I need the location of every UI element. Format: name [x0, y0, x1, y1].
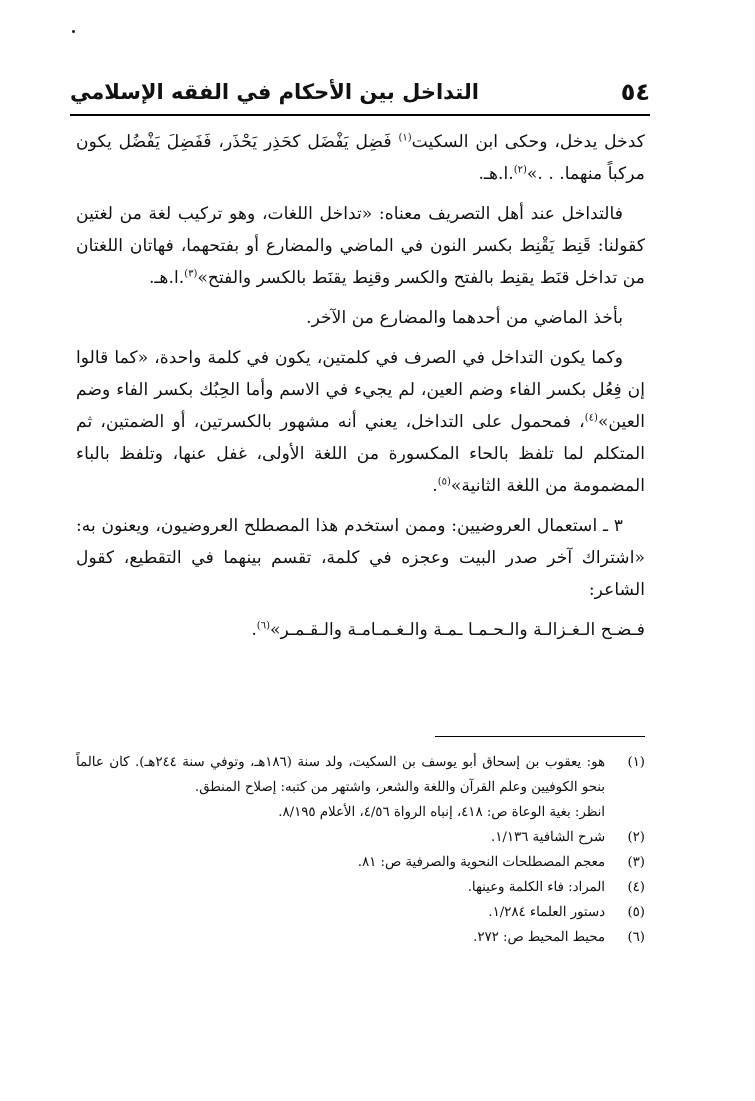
footnote-5: [76, 900, 645, 925]
text-run: .ا.هـ.: [148, 268, 185, 288]
footnote-number: (٤): [627, 880, 645, 895]
footnote-4: [76, 875, 645, 900]
page-header: [70, 74, 650, 114]
footnote-number: (١): [627, 755, 645, 770]
footnote-ref-5[interactable]: (٥): [437, 476, 451, 488]
verse-text: فـضـح الـغـزالـة والـحـمـا ـمـة والـغـمـامـة والـقـمـر»: [269, 620, 645, 640]
footnote-ref-6[interactable]: (٦): [256, 620, 270, 632]
footnote-number: (٢): [627, 830, 645, 845]
header-rule: [70, 114, 650, 116]
footnote-separator: [435, 736, 645, 737]
text-run: .ا.هـ.: [478, 164, 514, 184]
paragraph-1: [76, 126, 645, 190]
footnote-number: (٥): [627, 905, 645, 920]
footnote-2: [76, 825, 645, 850]
text-run: .: [251, 620, 257, 640]
text-run: وكما يكون التداخل في الصرف في كلمتين، يكون في كلمة واحدة، «كما قالوا إن فِعُل بكسر الفاء وضم العين، لم يجيء في الاسم وأما الحِبُك بكسر الفاء وضم العين»: [76, 348, 645, 432]
main-text: [76, 126, 645, 654]
footnotes: [76, 750, 645, 950]
footnote-3: [76, 850, 645, 875]
footnote-ref-3[interactable]: (٣): [184, 268, 198, 280]
paragraph-2: [76, 198, 645, 294]
footnote-text: معجم المصطلحات النحوية والصرفية ص: ٨١.: [357, 855, 605, 870]
text-run: ، فمحمول على التداخل، يعني أنه مشهور بالكسرتين، أو الضمتين، ثم المتكلم لما تلفظ بالحاء المكسورة من اللغة الأولى، غفل عنها، وتلفظ بالباء المضمومة من اللغة الثانية»: [76, 412, 645, 496]
text-run: كدخل يدخل، وحكى ابن السكيت: [411, 132, 645, 152]
footnote-6: [76, 925, 645, 950]
footnote-ref-1[interactable]: (١): [398, 132, 412, 144]
verse-line: [76, 614, 645, 646]
footnote-text: المراد: فاء الكلمة وعينها.: [467, 880, 605, 895]
page-number: ٥٤: [620, 78, 650, 106]
text-run: .: [432, 476, 438, 496]
footnote-ref-4[interactable]: (٤): [584, 412, 598, 424]
footnote-text: محيط المحيط ص: ٢٧٢.: [473, 930, 605, 945]
footnote-1: [76, 750, 645, 800]
text-run: فَضِل يَفْضَل كحَذِر يَحْذَر، فَفَضِلَ يَفْضُل يكون مركباً منهما. . .»: [76, 132, 645, 184]
paragraph-4: [76, 342, 645, 502]
footnote-text: دستور العلماء ١/٢٨٤.: [488, 905, 605, 920]
footnote-number: (٣): [627, 855, 645, 870]
running-title: التداخل بين الأحكام في الفقه الإسلامي: [70, 80, 479, 104]
footnote-number: (٦): [627, 930, 645, 945]
footnote-1-sources: انظر: بغية الوعاة ص: ٤١٨، إنباه الرواة ٤/٥٦، الأعلام ٨/١٩٥.: [278, 805, 605, 820]
footnote-text: هو: يعقوب بن إسحاق أبو يوسف بن السكيت، ولد سنة (١٨٦هـ، وتوفي سنة ٢٤٤هـ). كان عالماً بنحو الكوفيين وعلم القرآن واللغة والشعر، واشتهر من كتبه: إصلاح المنطق.: [76, 755, 606, 795]
footnote-text: شرح الشافية ١/١٣٦.: [491, 830, 605, 845]
text-run: فالتداخل عند أهل التصريف معناه: «تداخل اللغات، وهو تركيب لغة من لغتين كقولنا: قَنِط يَقْنِط بكسر النون في الماضي والمضارع أو بفتحهما، فهاتان اللغتان من تداخل قنَط يقنِط بالفتح والكسر وقنِط يقنَط بالكسر والفتح»: [76, 204, 645, 288]
page-speck: [72, 30, 75, 33]
paragraph-5: ٣ ـ استعمال العروضيين: وممن استخدم هذا المصطلح العروضيون، ويعنون به: «اشتراك آخر صدر البيت وعجزه في كلمة، تقسم بينهما في التقطيع، كقول الشاعر:: [76, 516, 645, 600]
footnote-ref-2[interactable]: (٢): [513, 164, 527, 176]
paragraph-3: بأخذ الماضي من أحدهما والمضارع من الآخر.: [306, 308, 623, 328]
